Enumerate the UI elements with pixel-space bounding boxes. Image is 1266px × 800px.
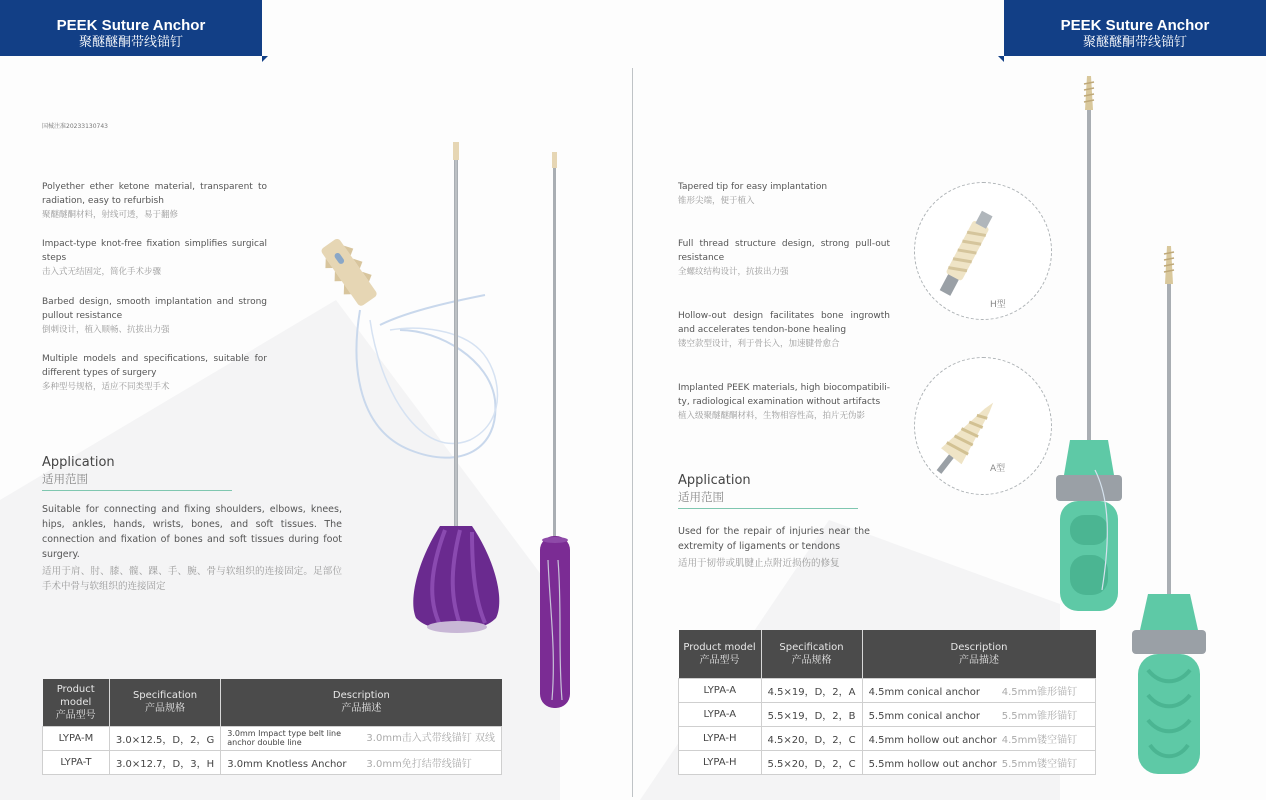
feature-text-en: Multiple models and specifications, suitable for different types of surgery [42,354,267,378]
application-text-en: Used for the repair of injuries near the extremity of ligaments or tendons [678,526,870,552]
feature-text-en: Hollow-out design facilitates bone ingrowth and accelerates tendon-bone healing [678,311,890,335]
feature-text-en: Implanted PEEK materials, high biocompatibili-ty, radiological examination without artifacts [678,383,890,407]
feature-item [678,237,890,279]
desc-en: 3.0mm Knotless Anchor [227,758,347,770]
cell-spec: 5.5×20，D，2，C [761,750,862,774]
feature-item [42,295,267,337]
table-row [43,750,502,774]
desc-en: 3.0mm Impact type belt line anchor double line [227,729,342,747]
feature-item [42,180,267,222]
feature-item [42,352,267,394]
table-header [761,630,862,678]
header-tab-left [0,0,262,56]
feature-text-cn: 多种型号规格，适应不同类型手术 [42,382,170,392]
table-row [679,750,1096,774]
cell-description [221,750,502,774]
desc-en: 4.5mm conical anchor [868,686,980,698]
feature-text-cn: 倒刺设计，植入顺畅、抗拔出力强 [42,325,170,335]
feature-text-cn: 击入式无结固定，简化手术步骤 [42,267,162,277]
registration-number: 国械注准20233130743 [42,123,108,130]
header-en: Description [950,641,1008,653]
header-en: Product model [683,641,756,653]
desc-en: 5.5mm hollow out anchor [868,758,997,770]
application-text-cn: 适用于韧带或肌腱止点附近损伤的修复 [678,558,840,569]
hollow-anchor-image [915,183,1051,319]
feature-text-en: Tapered tip for easy implantation [678,182,828,192]
desc-en: 4.5mm hollow out anchor [868,734,997,746]
header-en: Specification [132,690,198,702]
header-en: Product model [56,683,95,708]
page-divider [632,68,633,797]
conical-anchor-image [915,358,1051,494]
cell-model: LYPA-A [679,678,762,702]
header-cn: 产品描述 [959,654,1000,666]
desc-cn: 4.5mm锥形锚钉 [1001,686,1078,698]
feature-text-cn: 植入级聚醚醚酮材料，生物相容性高，拍片无伪影 [678,411,866,421]
application-underline [678,508,858,509]
feature-item [678,381,890,423]
application-text [42,502,342,594]
table-header-row [679,630,1096,678]
table-row [679,726,1096,750]
feature-text-en: Impact-type knot-free fixation simplifies surgical steps [42,239,267,263]
application-title-en: Application [42,455,115,470]
desc-cn: 3.0mm击入式带线锚钉 双线 [366,733,495,744]
cell-spec: 3.0×12.5，D，2，G [109,726,220,750]
feature-text-cn: 聚醚醚酮材料，射线可透，易于翻修 [42,210,179,220]
desc-cn: 5.5mm镂空锚钉 [1001,758,1078,770]
cell-spec: 4.5×20，D，2，C [761,726,862,750]
feature-text-cn: 镂空款型设计，利于骨长入，加速腱骨愈合 [678,339,840,349]
application-text [678,524,870,571]
cell-model: LYPA-T [43,750,110,774]
spec-table-right [678,630,1096,775]
cell-model: LYPA-H [679,726,762,750]
header-en: Specification [779,641,844,653]
header-title-cn: 聚醚醚酮带线锚钉 [1082,35,1187,50]
feature-text-cn: 锥形尖端，便于植入 [678,196,755,206]
cell-model: LYPA-A [679,702,762,726]
application-heading [678,473,751,505]
header-cn: 产品型号 [55,709,96,721]
application-text-en: Suitable for connecting and fixing shoulders, elbows, knees, hips, ankles, hands, wrists, bones, and soft tissues. The connection and fixation of bones and soft tissues during foot surgery. [42,504,342,560]
application-title-cn: 适用范围 [678,490,724,504]
a-type-label: A型 [990,464,1006,474]
table-row [679,702,1096,726]
application-underline [42,490,232,491]
application-text-cn: 适用于肩、肘、膝、髋、踝、手、腕、骨与软组织的连接固定。足部位手术中骨与软组织的连接固定 [42,566,342,592]
cell-model: LYPA-M [43,726,110,750]
header-tab-right [1004,0,1266,56]
feature-item [42,237,267,279]
anchor-product-image-right [1040,70,1266,780]
header-title-cn: 聚醚醚酮带线锚钉 [78,35,183,50]
table-row [43,726,502,750]
feature-text-cn: 全螺纹结构设计，抗拔出力强 [678,267,789,277]
h-type-closeup [914,182,1052,320]
header-cn: 产品型号 [699,654,740,666]
a-type-closeup [914,357,1052,495]
cell-model: LYPA-H [679,750,762,774]
application-title-en: Application [678,473,751,488]
header-title-en: PEEK Suture Anchor [1060,17,1210,34]
header-cn: 产品描述 [341,703,382,715]
cell-spec: 4.5×19，D，2，A [761,678,862,702]
anchor-product-image-left [300,130,600,720]
desc-cn: 3.0mm免打结带线锚钉 [366,758,472,770]
desc-en: 5.5mm conical anchor [868,710,980,722]
cell-spec: 5.5×19，D，2，B [761,702,862,726]
feature-item [678,180,890,208]
table-row [679,678,1096,702]
desc-cn: 5.5mm锥形锚钉 [1001,710,1078,722]
cell-description [221,726,502,750]
feature-text-en: Barbed design, smooth implantation and strong pullout resistance [42,297,267,321]
header-cn: 产品规格 [145,703,186,715]
application-title-cn: 适用范围 [42,472,88,486]
header-cn: 产品规格 [791,654,832,666]
table-header [679,630,762,678]
feature-item [678,309,890,351]
table-header [109,679,220,726]
feature-text-en: Polyether ether ketone material, transparent to radiation, easy to refurbish [42,182,267,206]
desc-cn: 4.5mm镂空锚钉 [1001,734,1078,746]
table-header [43,679,110,726]
application-heading [42,455,115,487]
feature-text-en: Full thread structure design, strong pull-out resistance [678,239,890,263]
header-title-en: PEEK Suture Anchor [56,17,206,34]
header-en: Description [332,690,390,702]
h-type-label: H型 [990,300,1006,310]
cell-spec: 3.0×12.7，D，3，H [109,750,220,774]
